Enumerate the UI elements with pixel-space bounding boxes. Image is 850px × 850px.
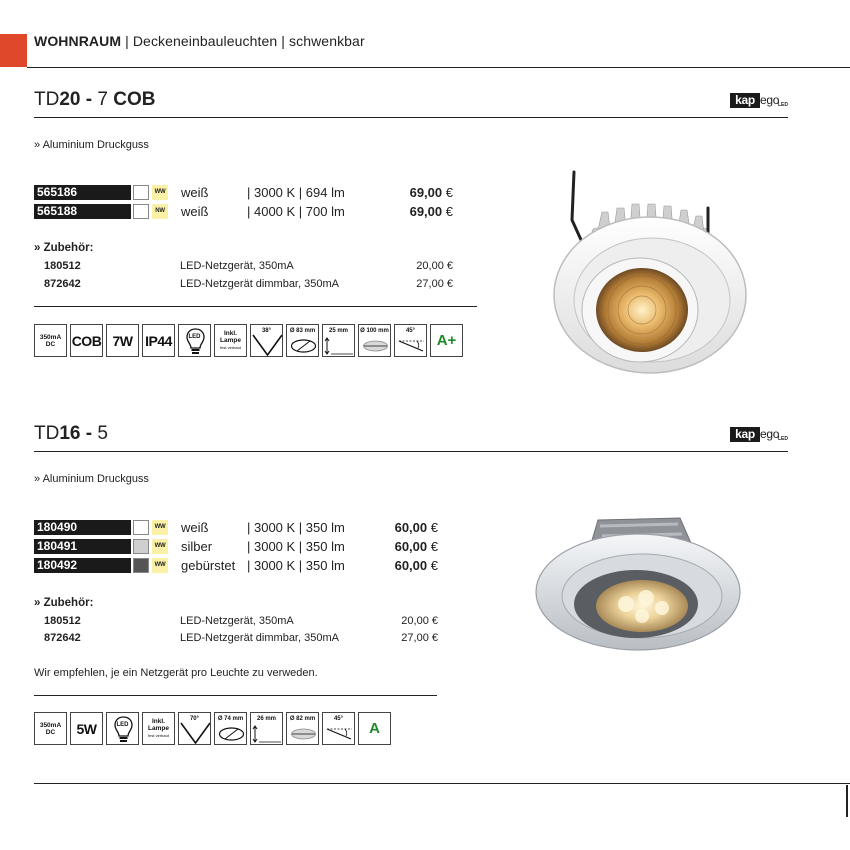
light-color-badge: WW xyxy=(152,185,168,200)
color-swatch xyxy=(133,558,149,573)
product1-accessories-heading: » Zubehör: xyxy=(34,242,94,254)
diameter-icon: Ø 83 mm xyxy=(286,324,319,357)
energy-class-icon: A+ xyxy=(430,324,463,357)
page-header xyxy=(34,33,365,49)
finish-label: gebürstet xyxy=(181,558,236,573)
color-swatch xyxy=(133,520,149,535)
current-icon: 350mA DC xyxy=(34,712,67,745)
current-icon: 350mA DC xyxy=(34,324,67,357)
depth-icon: 26 mm xyxy=(250,712,283,745)
cob-icon: COB xyxy=(70,324,103,357)
header-subtitle: | Deckeneinbauleuchten | schwenkbar xyxy=(125,33,365,49)
brand-logo: kap ego LED xyxy=(730,426,788,444)
article-code: 180490 xyxy=(34,520,131,535)
accessory-row: 872642 LED-Netzgerät dimmbar, 350mA 27,00 € xyxy=(44,278,453,290)
finish-label: silber xyxy=(181,539,213,554)
product1-photo xyxy=(520,160,760,380)
price: 69,00 € xyxy=(409,204,453,219)
product1-feature-icons xyxy=(34,324,463,357)
color-swatch xyxy=(133,185,149,200)
price: 60,00 € xyxy=(394,558,438,573)
light-color-badge: WW xyxy=(152,539,168,554)
lamp-included-icon: Inkl. Lampe fest verbaut xyxy=(214,324,247,357)
light-color-badge: NW xyxy=(152,204,168,219)
finish-label: weiß xyxy=(181,520,209,535)
accessory-row: 180512 LED-Netzgerät, 350mA 20,00 € xyxy=(44,260,453,272)
product2-feature-icons xyxy=(34,712,391,745)
spec-label: | 3000 K | 350 lm xyxy=(247,520,345,535)
spec-label: | 3000 K | 694 lm xyxy=(247,185,345,200)
recommendation-note: Wir empfehlen, je ein Netzgerät pro Leuchte zu verweden. xyxy=(34,667,318,679)
finish-label: weiß xyxy=(181,185,209,200)
spec-label: | 3000 K | 350 lm xyxy=(247,539,345,554)
tilt-icon: 45° xyxy=(322,712,355,745)
spec-label: | 3000 K | 350 lm xyxy=(247,558,345,573)
finish-label: weiß xyxy=(181,204,209,219)
product2-table-rule xyxy=(34,695,437,696)
led-bulb-icon: LED xyxy=(178,324,211,357)
product1-variant-row xyxy=(34,185,454,201)
product2-photo xyxy=(530,510,750,670)
led-bulb-icon: LED xyxy=(106,712,139,745)
header-category: WOHNRAUM xyxy=(34,33,122,49)
footer-rule xyxy=(34,783,850,784)
beam-angle-icon: 38° xyxy=(250,324,283,357)
article-code: 565186 xyxy=(34,185,131,200)
product2-variant-row xyxy=(34,558,454,574)
accessory-row: 180512 LED-Netzgerät, 350mA 20,00 € xyxy=(44,615,438,627)
product2-variant-row xyxy=(34,539,454,555)
price: 69,00 € xyxy=(409,185,453,200)
article-code: 180492 xyxy=(34,558,131,573)
beam-angle-icon: 70° xyxy=(178,712,211,745)
power-icon: 7W xyxy=(106,324,139,357)
light-color-badge: WW xyxy=(152,520,168,535)
product2-variant-row xyxy=(34,520,454,536)
product2-title: TD16 - 5 xyxy=(34,423,108,444)
ip-icon: IP44 xyxy=(142,324,175,357)
price: 60,00 € xyxy=(394,539,438,554)
diameter-icon: Ø 74 mm xyxy=(214,712,247,745)
energy-class-icon: A xyxy=(358,712,391,745)
section-color-tab xyxy=(0,34,27,67)
product1-title-rule xyxy=(34,117,788,118)
product2-title-rule xyxy=(34,451,788,452)
spec-label: | 4000 K | 700 lm xyxy=(247,204,345,219)
color-swatch xyxy=(133,539,149,554)
article-code: 565188 xyxy=(34,204,131,219)
tilt-icon: 45° xyxy=(394,324,427,357)
product1-table-rule xyxy=(34,306,477,307)
product1-variant-row xyxy=(34,204,454,220)
product2-material: » Aluminium Druckguss xyxy=(34,473,149,485)
product1-material: » Aluminium Druckguss xyxy=(34,139,149,151)
brand-logo: kap ego LED xyxy=(730,92,788,110)
product1-title: TD20 - 7 COB xyxy=(34,89,156,110)
light-color-badge: WW xyxy=(152,558,168,573)
header-rule xyxy=(27,67,850,68)
depth-icon: 25 mm xyxy=(322,324,355,357)
price: 60,00 € xyxy=(394,520,438,535)
cutout-icon: Ø 100 mm xyxy=(358,324,391,357)
color-swatch xyxy=(133,204,149,219)
article-code: 180491 xyxy=(34,539,131,554)
power-icon: 5W xyxy=(70,712,103,745)
cutout-icon: Ø 82 mm xyxy=(286,712,319,745)
lamp-included-icon: Inkl. Lampe fest verbaut xyxy=(142,712,175,745)
page-edge-marker xyxy=(846,785,848,817)
accessory-row: 872642 LED-Netzgerät dimmbar, 350mA 27,00 € xyxy=(44,632,438,644)
product2-accessories-heading: » Zubehör: xyxy=(34,597,94,609)
